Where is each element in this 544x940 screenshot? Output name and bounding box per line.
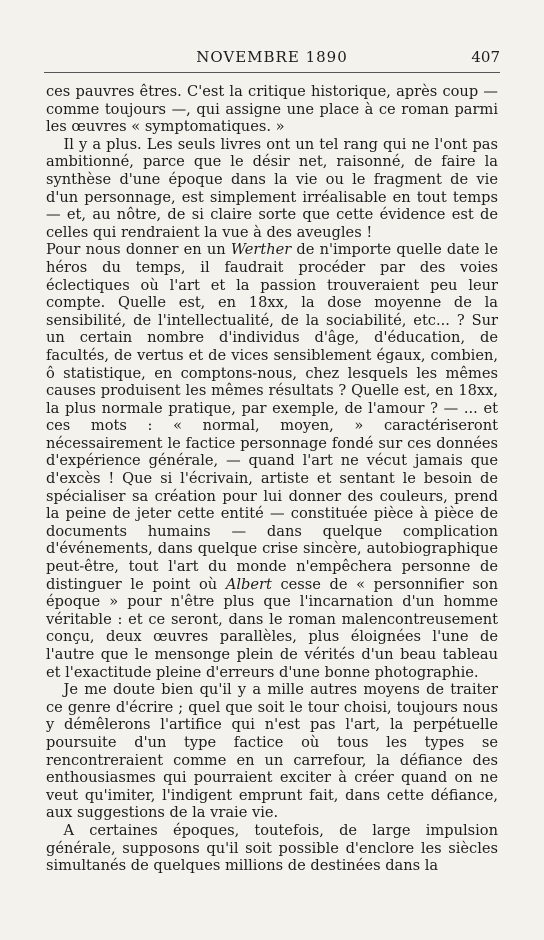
paragraph: Il y a plus. Les seuls livres ont un tel rang qui ne l'ont pas ambitionné, parce que le désir net, raisonné, de faire la synthèse d'une époque dans la vie ou le fragment de vie d'un personnage, est simplement irréalisable en tout temps — et, au nôtre, de si claire sorte que cette évidence est de celles qui rendraient la vue à des aveugles !	[46, 135, 498, 241]
running-title: NOVEMBRE 1890	[196, 48, 348, 66]
running-header	[44, 44, 500, 73]
italic-title-werther: Werther	[230, 241, 292, 259]
italic-title-albert: Albert	[225, 575, 272, 593]
body-text	[46, 83, 498, 875]
text-run: de n'importe quelle date le héros du temps, il faudrait procéder par des voies éclectiques où l'art et la passion trouveraient peu leur compte. Quelle est, en 18xx, la dose moyenne de la sensibilité, de l'intellectualité, de la sociabilité, etc... ? Sur un certain nombre d'individus d'âge, d'éducation, de facultés, de vertus et de vices sensiblement égaux, combien, ô statistique, en comptons-nous, chez lesquels les mêmes causes produisent les mêmes résultats ? Quelle est, en 18xx, la plus normale pratique, par exemple, de l'amour ? — ... et ces mots : « normal, moyen, » caractériseront nécessairement le factice personnage fondé sur ces données d'expérience générale, — quand l'art ne vécut jamais que d'excès ! Que si l'écrivain, artiste et sentant le besoin de spécialiser sa création pour lui donner des couleurs, prend la peine de jeter cette entité — constituée pièce à pièce de documents humains — dans quelque complication d'événements, dans quelque crise sincère, autobiographique peut-être, tout l'art du monde n'empêchera personne de distinguer le point où	[46, 241, 498, 593]
page-number: 407	[471, 48, 500, 66]
paragraph: Je me doute bien qu'il y a mille autres moyens de traiter ce genre d'écrire ; quel que soit le tour choisi, toujours nous y démêlerons l'artifice qui n'est pas l'art, la perpétuelle poursuite d'un type factice où tous les types se rencontreraient comme en un carrefour, la défiance des enthousiasmes qui pourraient exciter à créer quand on ne veut qu'imiter, l'indigent emprunt fait, dans cette défiance, aux suggestions de la vraie vie.	[46, 681, 498, 822]
text-run: cesse de « personnifier son époque » pour n'être plus que l'incarnation d'un homme véritable : et ce seront, dans le roman malencontreusement conçu, deux œuvres parallèles, plus éloignées l'une de l'autre que le mensonge plein de vérités d'un beau tableau et l'exactitude pleine d'erreurs d'une bonne photographie.	[46, 575, 498, 681]
paragraph-last: A certaines époques, toutefois, de large impulsion générale, supposons qu'il soit possible d'enclore les siècles simultanés de quelques millions de destinées dans la	[46, 821, 498, 875]
paragraph-werther	[46, 241, 498, 681]
paragraph-continued: ces pauvres êtres. C'est la critique historique, après coup — comme toujours —, qui assigne une place à ce roman parmi les œuvres « symptomatiques. »	[46, 83, 498, 136]
text-run: Pour nous donner en un	[46, 241, 231, 259]
